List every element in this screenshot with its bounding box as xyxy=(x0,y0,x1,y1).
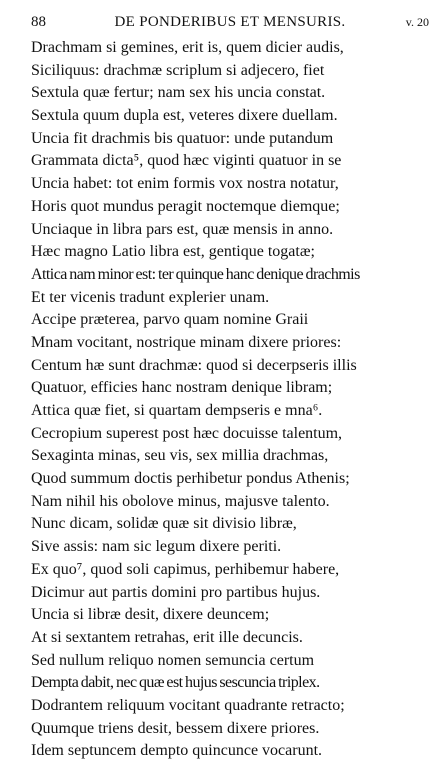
verse-line: Sextula quum dupla est, veteres dixere duellam. xyxy=(31,107,338,125)
verse-line: Grammata dicta⁵, quod hæc viginti quatuor in se xyxy=(31,152,342,170)
verse-line: Quumque triens desit, bessem dixere priores. xyxy=(31,719,320,737)
verse-line: Mnam vocitant, nostrique minam dixere priores: xyxy=(31,333,342,351)
verse-line: Drachmam si gemines, erit is, quem dicier audis, xyxy=(31,39,344,56)
verse-line: Nam nihil his obolove minus, majusve talento. xyxy=(31,492,330,510)
verse-line: Cecropium superest post hæc docuisse talentum, xyxy=(31,424,343,442)
page-number: 88 xyxy=(31,14,46,30)
poem-text xyxy=(31,37,431,763)
verse-line: Dodrantem reliquum vocitant quadrante retracto; xyxy=(31,696,345,714)
verse-line: At si sextantem retrahas, erit ille decuncis. xyxy=(31,628,303,646)
verse-reference: v. 20 xyxy=(405,15,429,29)
verse-line: Attica nam minor est: ter quinque hanc denique drachmis xyxy=(31,265,360,283)
verse-line: Sexaginta minas, seu vis, sex millia drachmas, xyxy=(31,447,329,465)
verse-line: Idem septuncem dempto quincunce vocarunt. xyxy=(31,742,323,760)
verse-line: Unciaque in libra pars est, quæ mensis in anno. xyxy=(31,220,334,238)
verse-line: Horis quot mundus peragit noctemque diemque; xyxy=(31,197,340,215)
verse-line: Quod summum doctis perhibetur pondus Athenis; xyxy=(31,470,350,488)
verse-line: Attica quæ fiet, si quartam dempseris e mna⁶. xyxy=(31,402,323,419)
verse-line: Siciliquus: drachmæ scriplum si adjecero, fiet xyxy=(31,61,325,79)
verse-line: Uncia habet: tot enim formis vox nostra notatur, xyxy=(31,175,339,193)
verse-line: Ex quo⁷, quod soli capimus, perhibemur habere, xyxy=(31,560,340,578)
verse-line: Nunc dicam, solidæ quæ sit divisio libræ, xyxy=(31,515,297,533)
verse-line: Dempta dabit, nec quæ est hujus sescuncia triplex. xyxy=(31,674,320,692)
verse-line: Hæc magno Latio libra est, gentique togatæ; xyxy=(31,243,315,261)
verse-line: Sed nullum reliquo nomen semuncia certum xyxy=(31,651,315,669)
running-title: DE PONDERIBUS ET MENSURIS. xyxy=(114,14,346,30)
verse-line: Uncia fit drachmis bis quatuor: unde putandum xyxy=(31,129,334,147)
verse-line: Quatuor, efficies hanc nostram denique libram; xyxy=(31,379,333,397)
verse-line: Et ter vicenis tradunt explerier unam. xyxy=(31,288,270,306)
verse-line: Centum hæ sunt drachmæ: quod si decerpseris illis xyxy=(31,356,357,374)
verse-line: Sextula quæ fertur; nam sex his uncia constat. xyxy=(31,84,326,102)
verse-line: Dicimur aut partis domini pro partibus hujus. xyxy=(31,583,321,601)
verse-line: Uncia si libræ desit, dixere deuncem; xyxy=(31,606,270,624)
verse-line: Sive assis: nam sic legum dixere periti. xyxy=(31,538,282,556)
running-head xyxy=(31,11,429,33)
verse-line: Accipe præterea, parvo quam nomine Graii xyxy=(31,311,309,329)
